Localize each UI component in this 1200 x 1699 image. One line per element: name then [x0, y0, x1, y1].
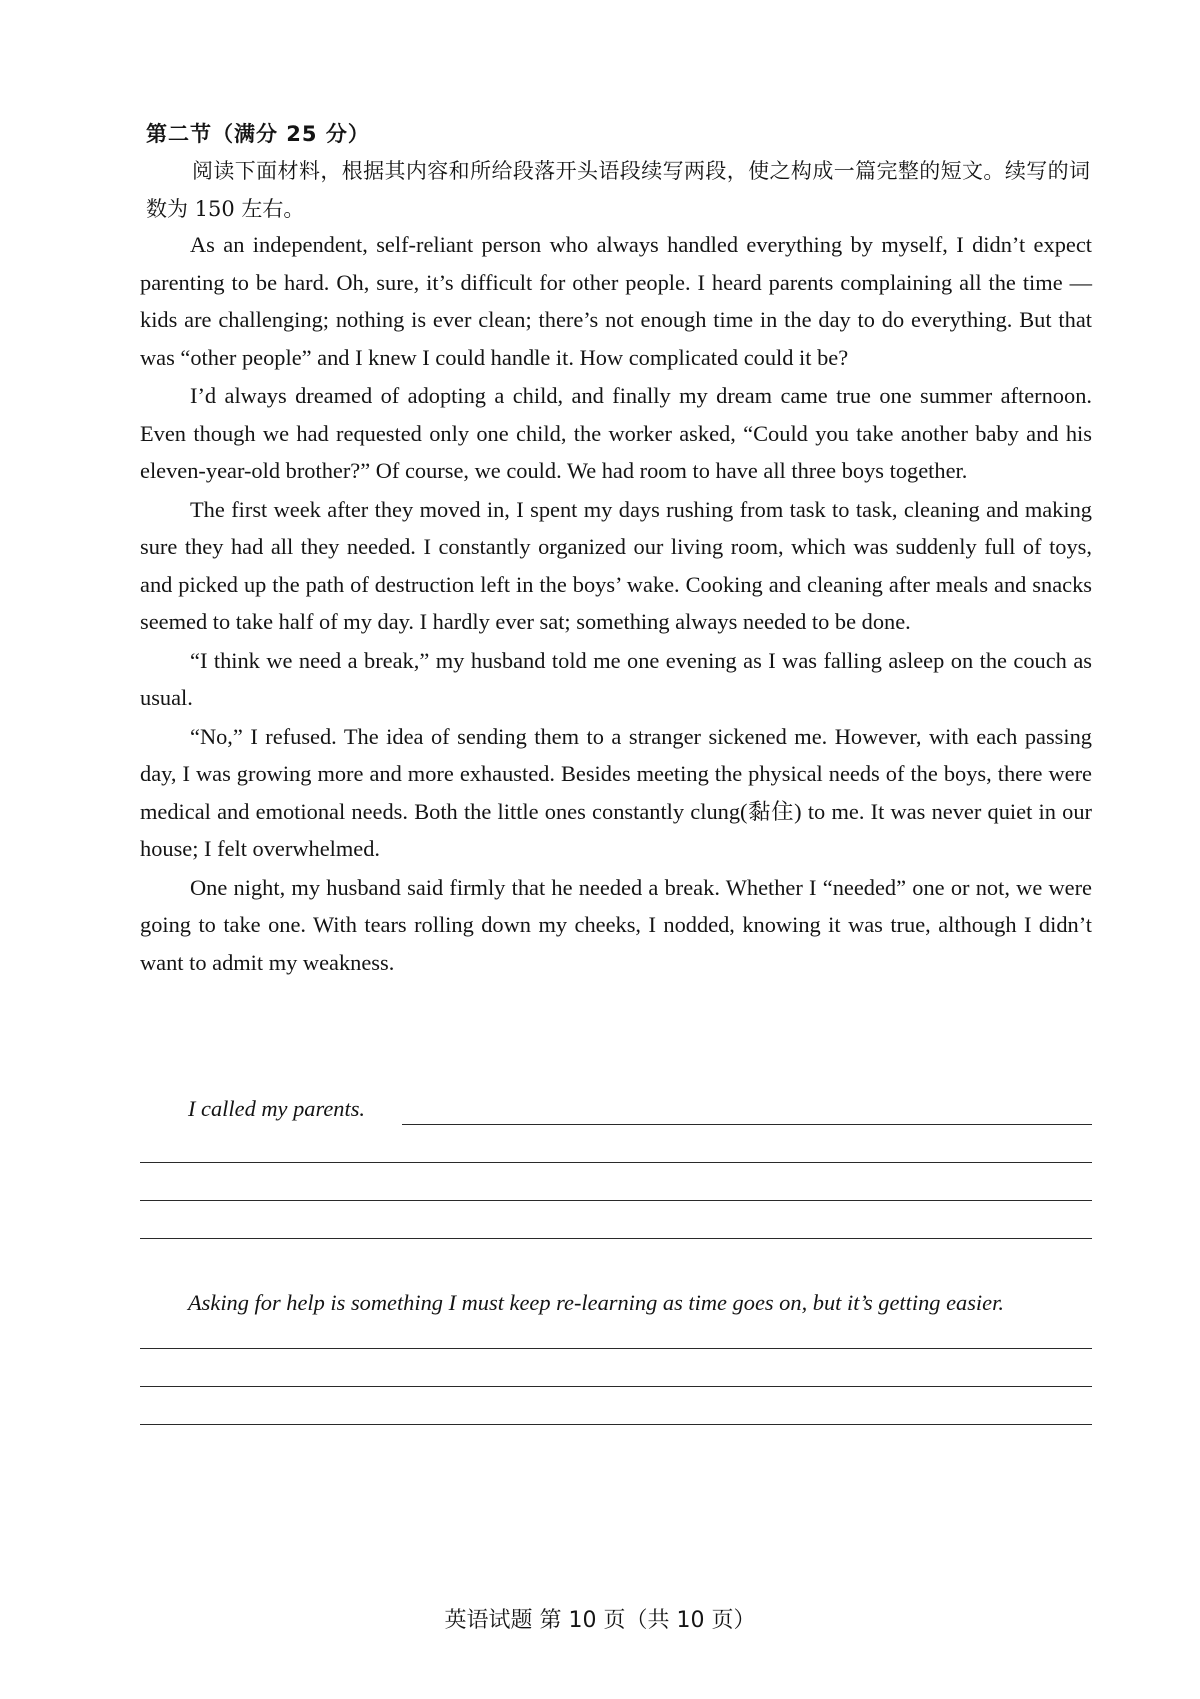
writing-line[interactable]	[140, 1424, 1092, 1425]
writing-line[interactable]	[140, 1348, 1092, 1349]
page-footer: 英语试题 第 10 页（共 10 页）	[444, 1608, 756, 1633]
writing-line[interactable]	[140, 1238, 1092, 1239]
passage-paragraph: “I think we need a break,” my husband told me one evening as I was falling asleep on the couch as usual.	[140, 647, 1092, 710]
passage-paragraph: One night, my husband said firmly that he needed a break. Whether I “needed” one or not, we were going to take one. With tears rolling down my cheeks, I nodded, knowing it was true, although I didn’t want to admit my weakness.	[140, 874, 1092, 975]
writing-line[interactable]	[402, 1124, 1092, 1125]
continuation-prompt-2: Asking for help is something I must keep re-learning as time goes on, but it’s getting easier.	[188, 1290, 1004, 1315]
continuation-prompt-1: I called my parents.	[188, 1096, 366, 1121]
writing-line[interactable]	[140, 1162, 1092, 1163]
passage-paragraph: “No,” I refused. The idea of sending them to a stranger sickened me. However, with each passing day, I was growing more and more exhausted. Besides meeting the physical needs of the boys, there were medical and emotional needs. Both the little ones constantly clung(黏住) to me. It was never quiet in our house; I felt overwhelmed.	[140, 723, 1092, 861]
section-title: 第二节（满分 25 分）	[146, 122, 370, 146]
writing-line[interactable]	[140, 1386, 1092, 1387]
writing-line[interactable]	[140, 1200, 1092, 1201]
reading-passage	[140, 226, 1092, 982]
passage-paragraph: I’d always dreamed of adopting a child, and finally my dream came true one summer afternoon. Even though we had requested only one child, the worker asked, “Could you take another baby and his eleven-year-old brother?” Of course, we could. We had room to have all three boys together.	[140, 383, 1092, 483]
instructions: 阅读下面材料，根据其内容和所给段落开头语段续写两段，使之构成一篇完整的短文。续写的词数为 150 左右。	[146, 159, 1090, 221]
passage-paragraph: The first week after they moved in, I spent my days rushing from task to task, cleaning and making sure they had all they needed. I constantly organized our living room, which was suddenly full of toys, and picked up the path of destruction left in the boys’ wake. Cooking and cleaning after meals and snacks seemed to take half of my day. I hardly ever sat; something always needed to be done.	[140, 496, 1092, 634]
passage-paragraph: As an independent, self-reliant person who always handled everything by myself, I didn’t expect parenting to be hard. Oh, sure, it’s difficult for other people. I heard parents complaining all the time — kids are challenging; nothing is ever clean; there’s not enough time in the day to do everything. But that was “other people” and I knew I could handle it. How complicated could it be?	[140, 232, 1092, 370]
